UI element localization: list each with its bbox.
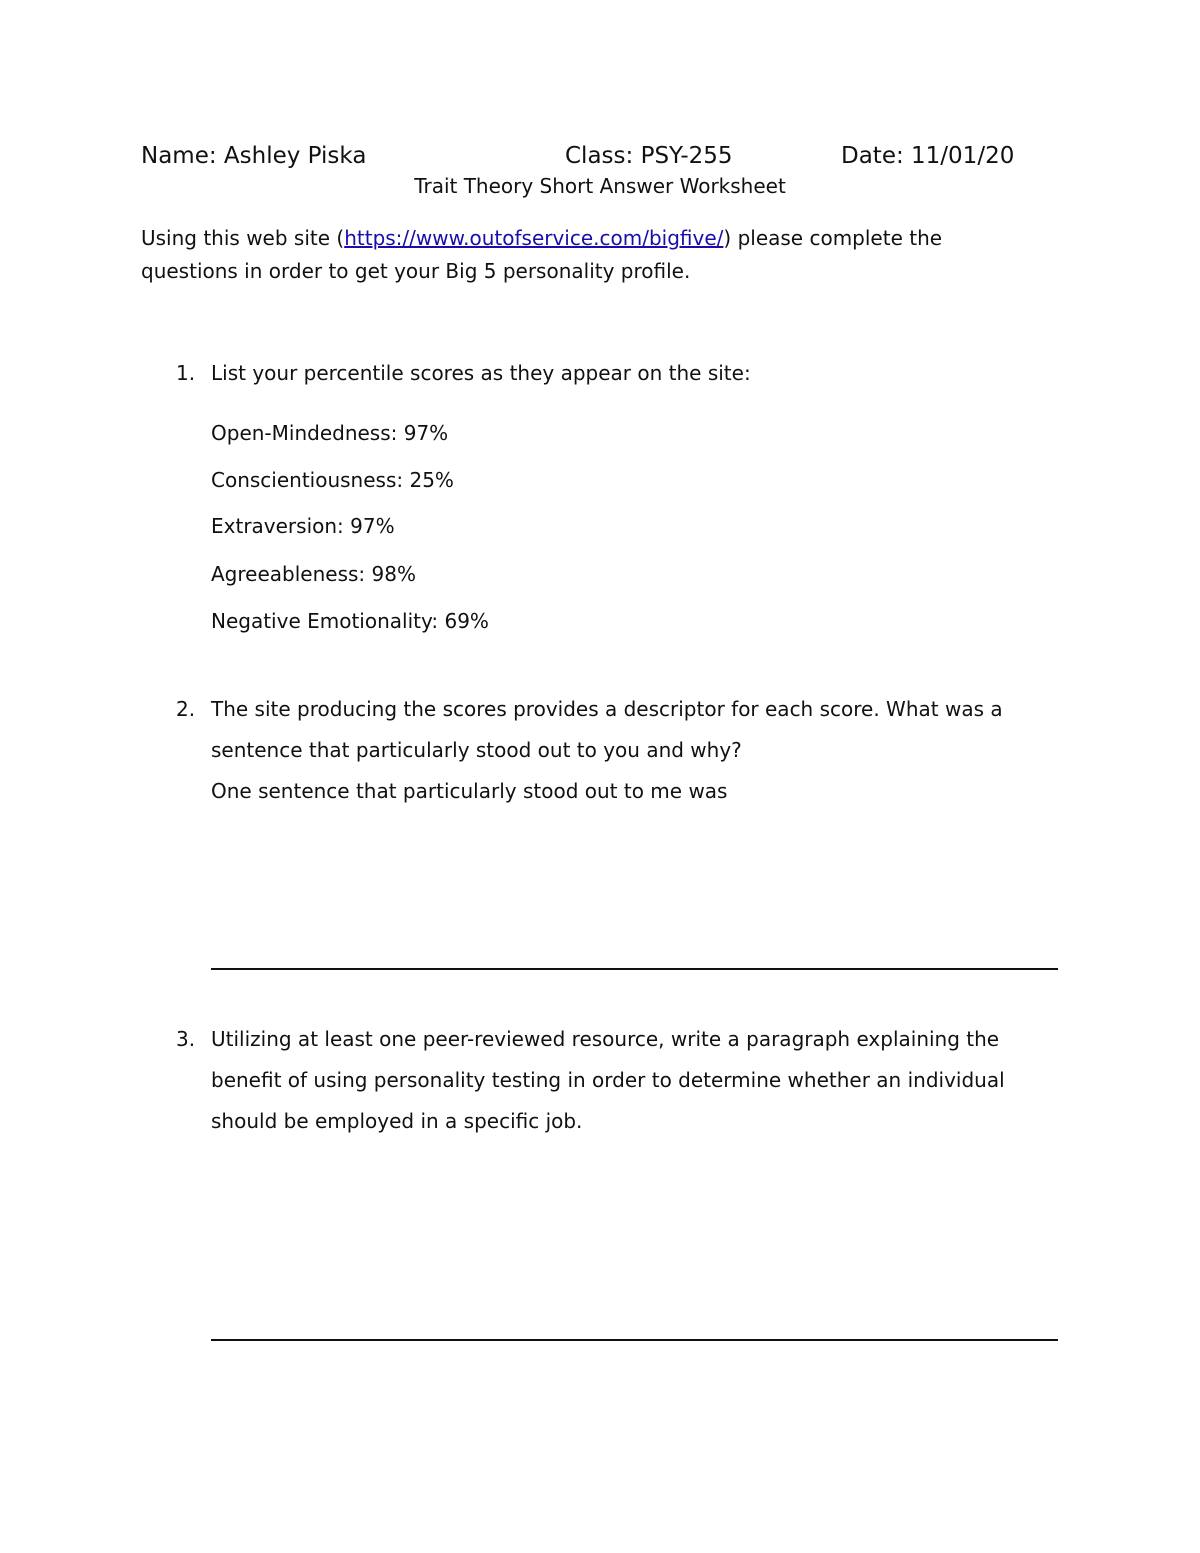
score-negative-emotionality: Negative Emotionality: 69%: [211, 609, 489, 633]
intro-text-before-link: Using this web site (: [141, 226, 345, 250]
score-agreeableness: Agreeableness: 98%: [211, 562, 416, 586]
question-3-line-1: Utilizing at least one peer-reviewed resource, write a paragraph explaining the: [211, 1027, 1000, 1051]
question-2-answer: One sentence that particularly stood out to me was: [211, 779, 728, 803]
date: Date: 11/01/20: [841, 143, 1015, 169]
question-2-line-2: sentence that particularly stood out to you and why?: [211, 738, 742, 762]
question-1-number: 1.: [176, 361, 196, 385]
intro-text-after-link: ) please complete the: [723, 226, 943, 250]
question-3-line-3: should be employed in a specific job.: [211, 1109, 583, 1133]
answer-line-2: [211, 968, 1058, 970]
score-extraversion: Extraversion: 97%: [211, 514, 395, 538]
answer-line-3: [211, 1339, 1058, 1341]
student-name: Name: Ashley Piska: [141, 143, 367, 169]
worksheet-title: Trait Theory Short Answer Worksheet: [414, 174, 786, 198]
bigfive-link[interactable]: https://www.outofservice.com/bigfive/: [344, 226, 724, 250]
intro-line-1: [141, 226, 942, 250]
class-code: Class: PSY-255: [565, 143, 733, 169]
score-open-mindedness: Open-Mindedness: 97%: [211, 421, 449, 445]
question-3-line-2: benefit of using personality testing in order to determine whether an individual: [211, 1068, 1005, 1092]
question-2-number: 2.: [176, 697, 196, 721]
intro-line-2: questions in order to get your Big 5 personality profile.: [141, 259, 691, 283]
score-conscientiousness: Conscientiousness: 25%: [211, 468, 454, 492]
question-1-text: List your percentile scores as they appear on the site:: [211, 361, 751, 385]
question-3-number: 3.: [176, 1027, 196, 1051]
question-2-line-1: The site producing the scores provides a descriptor for each score. What was a: [211, 697, 1003, 721]
